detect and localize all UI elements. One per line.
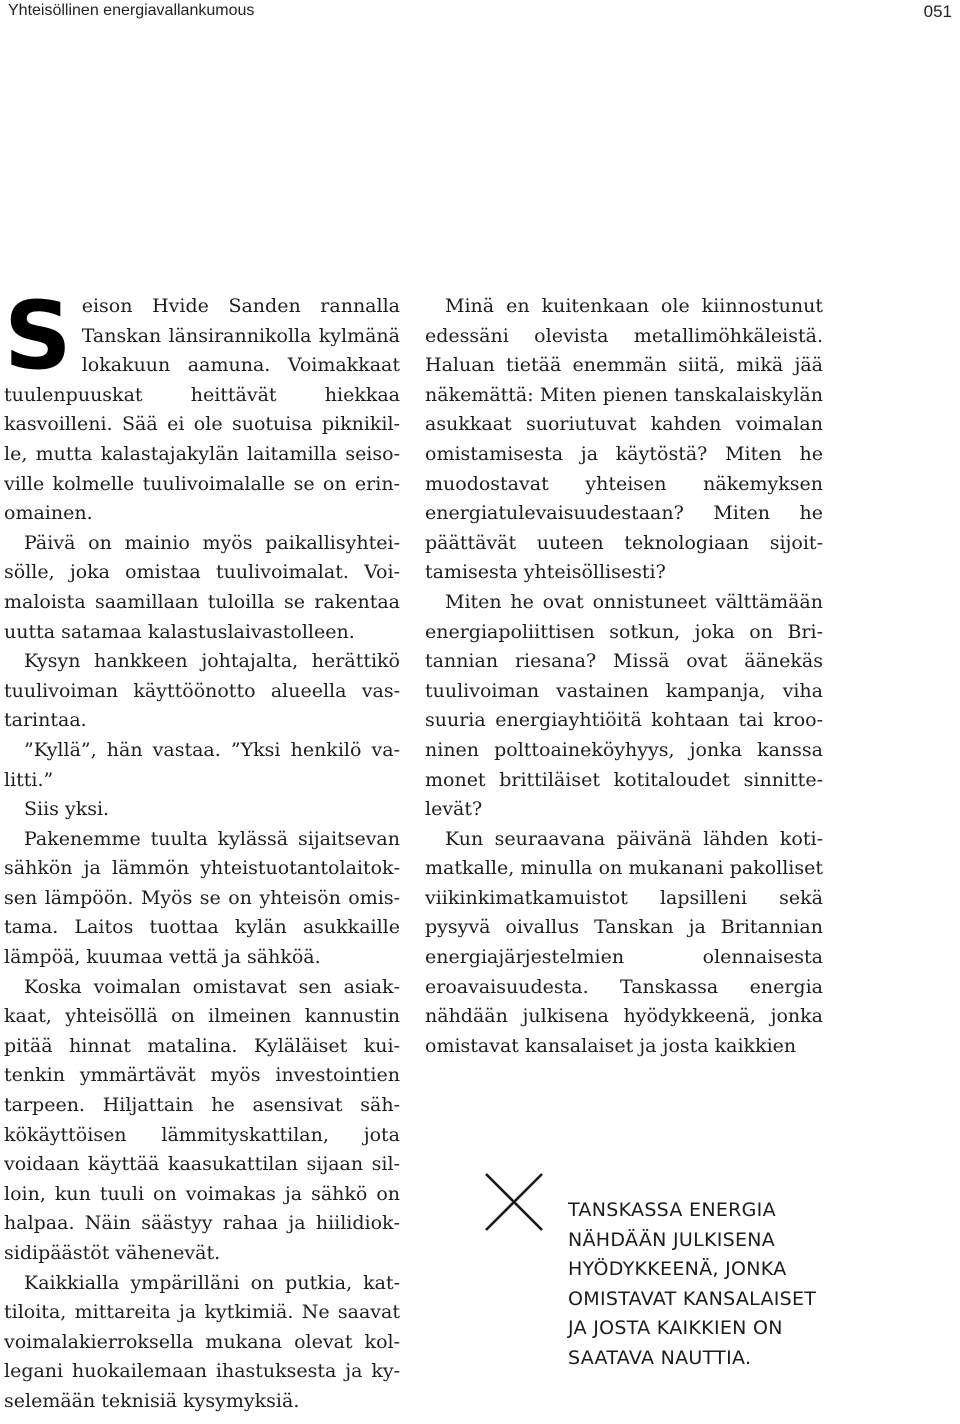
right-text-column bbox=[425, 292, 823, 1061]
pull-quote-line: JA JOSTA KAIKKIEN ON bbox=[568, 1317, 783, 1340]
body-paragraph: Miten he ovat onnistuneet välttämään energiapoliittisen sotkun, joka on Britannian riesana? Missä ovat äänekäs tuulivoiman vastainen kampanja, viha suuria energiayhtiöitä kohtaan tai krooninen polttoaineköyhyys, jonka kanssa monet brittiläiset kotitaloudet sinnittelevät? bbox=[425, 590, 823, 821]
pull-quote-line: TANSKASSA ENERGIA bbox=[568, 1199, 776, 1221]
body-paragraph: Koska voimalan omistavat sen asiakkaat, yhteisöllä on ilmeinen kannustin pitää hinnat matalina. Kyläläiset kuitenkin ymmärtävät myös investointien tarpeen. Hiljattain he asensivat sähkökäyttöisen lämmityskattilan, jota voidaan käyttää kaasukattilan sijaan silloin, kun tuuli on voimakas ja sähkö on halpaa. Näin säästyy rahaa ja hiilidioksidipäästöt vähenevät. bbox=[4, 975, 400, 1264]
opening-paragraph-text: eison Hvide Sanden rannalla Tanskan länsirannikolla kylmänä lokakuun aamuna. Voimakkaat tuulenpuuskat heittävät hiekkaa kasvoilleni. Sää ei ole suotuisa piknikille, mutta kalastajakylän laitamilla seisoville kolmelle tuulivoimalalle se on erinomainen. bbox=[4, 295, 400, 525]
body-paragraph: Kun seuraavana päivänä lähden kotimatkalle, minulla on mukanani pakolliset viikinkimatkamuistot lapsilleni sekä pysyvä oivallus Tanskan ja Britannian energiajärjestelmien olennaisesta eroavaisuudesta. Tanskassa energia nähdään julkisena hyödykkeenä, jonka omistavat kansalaiset ja josta kaikkien bbox=[425, 827, 823, 1057]
page-number: 051 bbox=[923, 2, 952, 21]
body-paragraph: Päivä on mainio myös paikallisyhteisölle, joka omistaa tuulivoimalat. Voimaloista saamillaan tuloilla se rakentaa uutta satamaa kalastuslaivastolleen. bbox=[4, 531, 400, 643]
body-paragraph: Kysyn hankkeen johtajalta, herättikö tuulivoiman käyttöönotto alueella vastarintaa. bbox=[4, 650, 400, 732]
body-paragraph: Pakenemme tuulta kylässä sijaitsevan sähkön ja lämmön yhteistuotantolaitoksen lämpöön. Myös se on yhteisön omistama. Laitos tuottaa kylän asukkaille lämpöä, kuumaa vettä ja sähköä. bbox=[4, 827, 400, 969]
body-paragraph: Kaikkialla ympärilläni on putkia, kattiloita, mittareita ja kytkimiä. Ne saavat voimalakierroksella mukana olevat kollegani huokailemaan ihastuksesta ja kyselemään teknisiä kysymyksiä. bbox=[4, 1271, 400, 1412]
pull-quote bbox=[568, 1196, 868, 1374]
pull-quote-line: OMISTAVAT KANSALAISET bbox=[568, 1287, 817, 1310]
drop-cap: S bbox=[4, 282, 72, 391]
running-head: Yhteisöllinen energiavallankumous bbox=[8, 2, 255, 19]
cross-mark-icon bbox=[484, 1172, 544, 1232]
body-paragraph: ”Kyllä”, hän vastaa. ”Yksi henkilö valitti.” bbox=[4, 738, 400, 791]
pull-quote-line: SAATAVA NAUTTIA. bbox=[568, 1346, 752, 1369]
opening-paragraph bbox=[4, 282, 400, 529]
pull-quote-line: NÄHDÄÄN JULKISENA bbox=[568, 1228, 776, 1251]
body-paragraph: Siis yksi. bbox=[24, 798, 110, 821]
body-paragraph: Minä en kuitenkaan ole kiinnostunut edessäni olevista metallimöhkäleistä. Haluan tietää enemmän siitä, mikä jää näkemättä: Miten pienen tanskalaiskylän asukkaat suoriutuvat kahden voimalan omistamisesta ja käytöstä? Miten he muodostavat yhteisen näkemyksen energiatulevaisuudestaan? Miten he päättävät uuteen teknologiaan sijoittamisesta yhteisöllisesti? bbox=[425, 295, 823, 584]
left-text-column bbox=[4, 282, 400, 1417]
pull-quote-line: HYÖDYKKEENÄ, JONKA bbox=[568, 1258, 787, 1281]
